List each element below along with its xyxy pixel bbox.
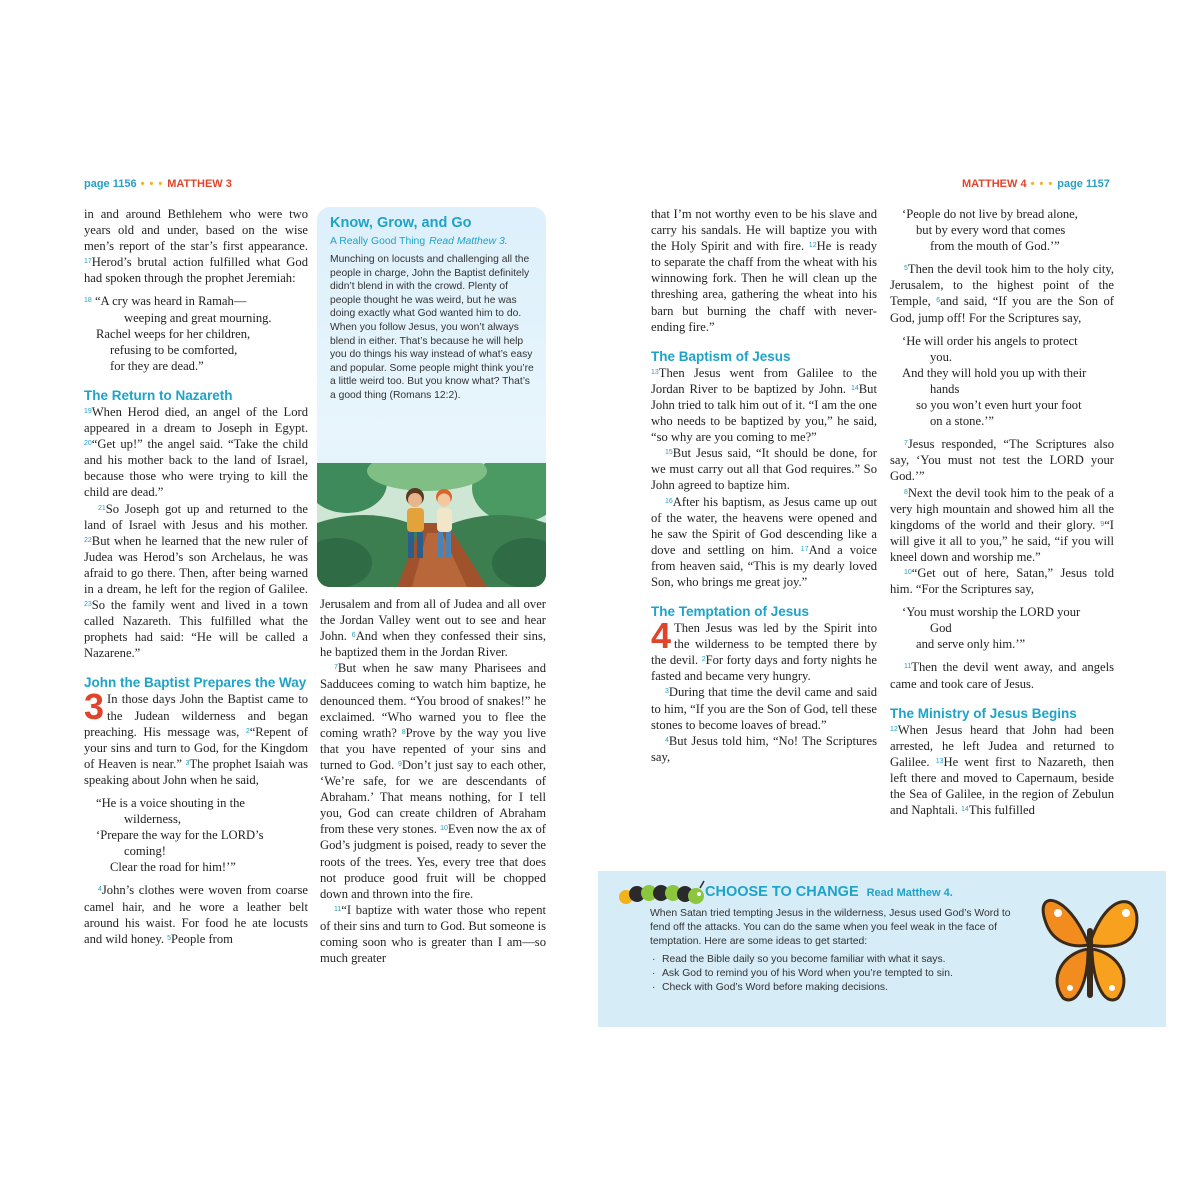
verse-number: 18 [84,297,92,305]
verse-text: that I’m not worthy even to be his slave and carry his sandals. He will baptize you with the Holy Spirit and with fire. [651,207,877,254]
verse-number: 10 [904,568,912,576]
paragraph [320,596,546,660]
paragraph [651,494,877,591]
poem-line: you. [930,349,953,364]
verse-number: 4 [98,886,102,894]
verse-text: But Jesus told him, “No! The Scriptures say, [651,733,877,764]
section-heading: The Ministry of Jesus Begins [890,705,1077,721]
paragraph [320,660,546,901]
poem-line: ‘Prepare the way for the LORD’s [96,828,264,843]
verse-number: 2 [245,727,250,735]
poem-line: weeping and great mourning. [124,310,272,325]
right-page-column-2 [890,206,1114,818]
verse-number: 13 [935,757,944,765]
verse-text: Next the devil took him to the peak of a very high mountain and showed him all the kingdoms of the world and their glory. [890,485,1114,532]
poem-line: from the mouth of God.’” [930,239,1060,254]
paragraph [84,501,308,662]
poem-line: refusing to be comforted, [110,342,238,357]
poem-line: on a stone.’” [930,414,994,429]
paragraph [890,436,1114,484]
sidebar-reference: Read Matthew 3. [429,236,508,247]
list-item: · Ask God to remind you of his Word when you’re tempted to sin. [650,967,1020,981]
banner-reference: Read Matthew 4. [866,887,953,899]
poem-line: “He is a voice shouting in the [96,796,245,810]
verse-text: The prophet Isaiah was speaking about John when he said, [84,756,308,787]
verse-number: 19 [84,407,92,415]
verse-text: John’s clothes were woven from coarse camel hair, and he wore a leather belt around his waist. For food he ate locusts and wild honey. [84,883,308,946]
verse-number: 14 [850,384,859,392]
verse-text: When Herod died, an angel of the Lord appeared in a dream to Joseph in Egypt. [84,404,308,436]
header-dots: • • • [140,178,164,190]
verse-number: 21 [98,504,106,512]
paragraph [651,365,877,445]
section-heading: The Return to Nazareth [84,387,233,403]
verse-number: 7 [904,440,908,448]
paragraph [890,659,1114,691]
verse-number: 5 [167,934,172,942]
paragraph [651,684,877,732]
paragraph [651,445,877,493]
left-page-column-2 [320,596,546,966]
left-page-number: page 1156 [84,178,137,190]
verse-number: 2 [701,656,706,664]
poetry-block [84,293,308,373]
verse-number: 9 [1100,520,1105,528]
verse-text: During that time the devil came and said to him, “If you are the Son of God, tell these stones to become loaves of bread.” [651,685,877,732]
verse-number: 8 [401,728,406,736]
verse-number: 3 [665,688,669,696]
verse-text: “I baptize with water those who repent of their sins and turn to God. But someone is coming soon who is greater than I am—so much greater [320,902,546,966]
banner-intro: When Satan tried tempting Jesus in the wilderness, Jesus used God’s Word to fend off the attacks. You can do the same when you feel weak in the face of temptation. Here are some ideas to get started: [650,908,1011,947]
poem-line: and serve only him.’” [916,637,1026,652]
verse-number: 11 [334,905,342,913]
verse-number: 8 [904,488,908,496]
poem-line: so you won’t even hurt your foot [916,398,1082,413]
poetry-block [890,604,1114,652]
verse-text: After his baptism, as Jesus came up out of the water, the heavens were opened and he saw the Spirit of God descending like a dove and settling on him. [651,494,877,557]
verse-number: 12 [890,725,898,733]
right-running-header [962,178,1110,190]
verse-text: “I will give it all to you,” he said, “if you will kneel down and worship me.” [890,517,1114,564]
verse-number: 6 [351,632,356,640]
verse-text: So Joseph got up and returned to the land of Israel with Jesus and his mother. [84,501,308,532]
verse-number: 15 [665,449,673,457]
choose-to-change-banner [598,871,1166,1027]
sidebar-illustration [317,463,546,587]
verse-text: In those days John the Baptist came to the Judean wilderness and began preaching. His message was, [84,692,308,739]
verse-text: For forty days and forty nights he fasted and became very hungry. [651,653,877,684]
paragraph [651,206,877,335]
poem-line: wilderness, [124,812,182,827]
verse-text: Then the devil took him to the holy city, Jerusalem, to the highest point of the Temple, [890,262,1114,309]
poetry-block [890,206,1114,254]
verse-number: 14 [961,806,969,814]
poem-line: coming! [124,844,166,859]
verse-text: He went first to Nazareth, then left there and moved to Capernaum, beside the Sea of Galilee, in the region of Zebulun and Naphtali. [890,754,1115,818]
verse-number: 23 [84,601,92,609]
verse-text: Jesus responded, “The Scriptures also say, ‘You must not test the LORD your God.’” [890,437,1114,484]
paragraph [84,404,308,501]
paragraph [84,206,308,286]
paragraph [890,261,1114,325]
right-page-column-1 [651,206,877,765]
poetry-block [84,795,308,875]
verse-text: He is ready to separate the chaff from the wheat with his winnowing fork. Then he will clean up the threshing area, gathering the wheat into his barn but burning the chaff with never-ending fire.” [651,239,877,334]
verse-text: Then the devil went away, and angels came and took care of Jesus. [890,660,1114,691]
verse-text: Then Jesus was led by the Spirit into the wilderness to be tempted there by the devil. [651,621,877,668]
section-heading: The Baptism of Jesus [651,348,791,364]
left-running-header [84,178,232,190]
list-item: · Read the Bible daily so you become familiar with what it says. [650,953,1020,967]
paragraph [651,615,877,684]
paragraph [84,686,308,788]
verse-number: 17 [800,545,809,553]
verse-text: “Repent of your sins and turn to God, for the Kingdom of Heaven is near.” [84,724,308,771]
verse-number: 5 [904,265,908,273]
verse-text: in and around Bethlehem who were two years old and under, based on the wise men’s report of the star’s first appearance. [84,207,308,254]
chapter-drop-cap: 4 [651,615,672,657]
verse-text: “Get out of here, Satan,” Jesus told him. “For the Scriptures say, [890,565,1114,597]
verse-number: 22 [84,536,92,544]
poem-line: for they are dead.” [110,358,204,373]
sidebar-subtitle-text: A Really Good Thing [330,236,426,247]
verse-number: 12 [808,242,817,250]
poem-line: And they will hold you up with their [902,365,1087,380]
paragraph [890,485,1114,565]
verse-text: So the family went and lived in a town called Nazareth. This fulfilled what the prophets had said: “He will be called a Nazarene.” [84,598,308,661]
verse-number: 7 [334,664,338,672]
section-heading: John the Baptist Prepares the Way [84,675,307,691]
verse-number: 20 [84,440,92,448]
poem-line: ‘You must worship the LORD your [902,605,1081,620]
verse-number: 3 [185,759,190,767]
poem-line: Clear the road for him!’” [110,860,236,875]
right-page-number: page 1157 [1057,178,1110,190]
verse-text: and said, “If you are the Son of God, jump off! For the Scriptures say, [890,294,1115,325]
poem-line: ‘People do not live by bread alone, [902,207,1078,221]
left-page-column-1 [84,206,308,947]
verse-text: But when he learned that the new ruler of Judea was Herod’s son Archelaus, he was afraid to go there. Then, after being warned in a dream, he left for the region of Galilee. [84,533,308,596]
verse-text: Then Jesus went from Galilee to the Jordan River to be baptized by John. [651,365,877,396]
verse-text: People from [171,931,233,946]
chapter-drop-cap: 3 [84,686,105,728]
poem-line: Rachel weeps for her children, [96,326,251,341]
sidebar-subtitle [330,236,508,247]
poem-line: “A cry was heard in Ramah— [94,294,247,309]
verse-text: Don’t just say to each other, ‘We’re safe, for we are descendants of Abraham.’ That means nothing, for I tell you, God can create children of Abraham from these very stones. [320,757,546,837]
verse-text: But Jesus said, “It should be done, for we must carry out all that God requires.” So John agreed to baptize him. [651,446,877,493]
verse-number: 11 [904,663,912,671]
sidebar-body: Munching on locusts and challenging all the people in charge, John the Baptist definitely didn’t blend in with the crowd. Plenty of people thought he was weird, but he was doing exactly what God wanted him to do. When you follow Jesus, you won’t always blend in either. That’s because he will help you do things his way instead of what’s easy and popular. Some people might think you’re a little weird too. But you know what? That’s a good thing (Romans 12:2). [330,254,534,401]
banner-body [650,907,1020,995]
verse-text: “Get up!” the angel said. “Take the child and his mother back to the land of Israel, because those who were trying to kill the child are dead.” [84,437,308,500]
verse-text: But John tried to talk him out of it. “I am the one who needs to be baptized by you,” he said, “so why are you coming to me?” [651,381,877,445]
verse-text: And when they confessed their sins, he baptized them in the Jordan River. [320,629,546,660]
section-heading: The Temptation of Jesus [651,604,810,620]
poem-line: but by every word that comes [916,223,1066,238]
verse-number: 10 [440,825,448,833]
verse-text: This fulfilled [968,803,1035,818]
banner-list [650,953,1020,995]
verse-text: Jerusalem and from all of Judea and all over the Jordan Valley went out to see and hear John. [320,597,546,644]
caterpillar-icon [616,877,708,909]
banner-title-text: CHOOSE TO CHANGE [705,884,859,900]
verse-number: 17 [84,258,92,266]
butterfly-icon [1038,883,1143,1013]
verse-text: Prove by the way you live that you have repented of your sins and turned to God. [320,725,547,772]
left-book-chapter: MATTHEW 3 [167,178,232,190]
header-dots: • • • [1030,178,1054,190]
poem-line: hands [930,381,960,396]
banner-title [705,884,953,900]
paragraph [651,733,877,765]
list-item: · Check with God’s Word before making decisions. [650,981,1020,995]
verse-number: 9 [397,760,402,768]
right-book-chapter: MATTHEW 4 [962,178,1027,190]
poem-line: ‘He will order his angels to protect [902,333,1078,348]
verse-number: 13 [651,368,659,376]
paragraph [890,565,1114,597]
sidebar-title: Know, Grow, and Go [330,215,472,231]
poem-line: God [930,621,952,636]
poetry-block [890,333,1114,430]
paragraph [890,722,1114,819]
verse-text: But when he saw many Pharisees and Sadducees coming to watch him baptize, he denounced them. “You brood of snakes!” he exclaimed. “Who warned you to flee the coming wrath? [320,661,546,740]
verse-text: When Jesus heard that John had been arrested, he left Judea and returned to Galilee. [890,722,1114,769]
paragraph [320,902,546,966]
verse-text: And a voice from heaven said, “This is my dearly loved Son, who brings me great joy.” [651,542,877,589]
verse-number: 16 [665,497,673,505]
know-grow-go-sidebar [317,207,546,587]
verse-text: Herod’s brutal action fulfilled what God had spoken through the prophet Jeremiah: [84,255,308,286]
paragraph [84,882,308,946]
verse-text: Even now the ax of God’s judgment is poised, ready to sever the roots of the trees. Yes, every tree that does not produce good fruit will be chopped down and thrown into the fire. [320,822,546,901]
verse-number: 6 [936,297,941,305]
verse-number: 4 [665,736,669,744]
